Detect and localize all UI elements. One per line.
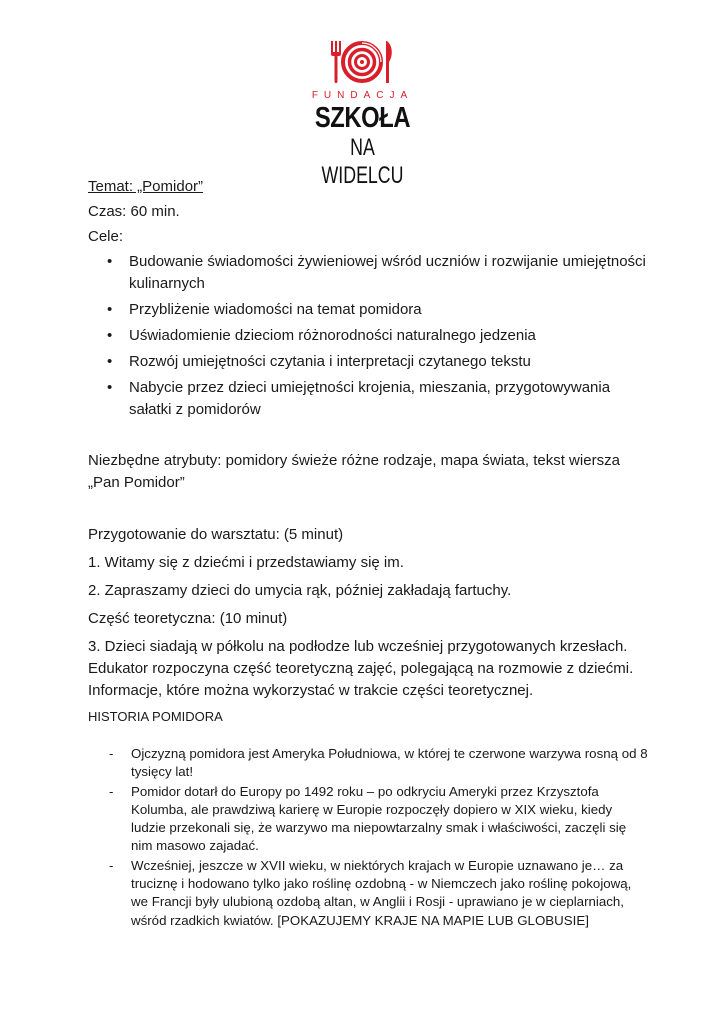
dash-icon: -: [109, 746, 114, 761]
preparation-step-2: 2. Zapraszamy dzieci do umycia rąk, później zakładają fartuchy.: [88, 582, 512, 599]
goal-item: [88, 377, 648, 421]
bullet-icon: •: [107, 253, 113, 270]
goal-item: [88, 299, 648, 321]
logo-szkola-text: SZKOŁA: [314, 102, 411, 134]
bullet-icon: •: [107, 327, 113, 344]
goal-text: Rozwój umiejętności czytania i interpretacji czytanego tekstu: [129, 353, 531, 370]
history-title: HISTORIA POMIDORA: [88, 709, 223, 724]
bullet-icon: •: [107, 301, 113, 318]
theory-step-3: 3. Dzieci siadają w półkolu na podłodze lub wcześniej przygotowanych krzesłach. Edukator rozpoczyna część teoretyczną zajęć, polegającą na rozmowie z dziećmi. Informacje, które można wykorzystać w trakcie części teoretycznej.: [88, 638, 634, 699]
logo-fundacja-text: FUNDACJA: [311, 90, 414, 101]
history-item: [88, 857, 648, 930]
goals-list: [88, 251, 648, 421]
goals-label: Cele:: [88, 228, 124, 245]
logo-na-widelcu-text: NA WIDELCU: [321, 134, 404, 189]
dash-icon: -: [109, 783, 114, 799]
goal-item: [88, 325, 648, 347]
goal-text: Uświadomienie dzieciom różnorodności naturalnego jedzenia: [129, 327, 536, 344]
preparation-step-1: 1. Witamy się z dziećmi i przedstawiamy się im.: [88, 554, 404, 571]
theory-heading: Część teoretyczna: (10 minut): [88, 610, 288, 627]
lesson-topic: Temat: „Pomidor”: [88, 178, 204, 195]
goal-item: [88, 351, 648, 373]
preparation-heading: Przygotowanie do warsztatu: (5 minut): [88, 526, 344, 543]
lesson-plan-body: [88, 176, 648, 931]
bullet-icon: •: [107, 379, 113, 396]
history-item: [88, 783, 648, 856]
lesson-time: Czas: 60 min.: [88, 203, 180, 220]
history-text: Wcześniej, jeszcze w XVII wieku, w niektórych krajach w Europie uznawano je… za truciznę i hodowano tylko jako roślinę ozdobną - w Niemczech jako roślinę pokojową, we Francji były ulubioną ozdobą altan, w Anglii i Rosji - uprawiano je w cieplarniach, wśród rzadkich kwiatów. [POKAZUJEMY KRAJE NA MAPIE LUB GLOBUSIE]: [131, 857, 632, 928]
bullet-icon: •: [107, 353, 113, 370]
goal-text: Budowanie świadomości żywieniowej wśród uczniów i rozwijanie umiejętności kulinarnych: [129, 253, 646, 292]
goal-text: Przybliżenie wiadomości na temat pomidora: [129, 301, 422, 318]
history-item: [88, 745, 648, 782]
dash-icon: -: [109, 857, 114, 873]
fork-plate-knife-logo-icon: [327, 38, 397, 88]
history-text: Pomidor dotarł do Europy po 1492 roku – po odkryciu Ameryki przez Krzysztofa Kolumba, ale prawdziwą karierę w Europie rozpoczęły dopiero w XIX wieku, kiedy ludzie przekonali się, że warzywo ma niepowtarzalny smak i właściwości, zaczęli się nim masowo zajadać.: [131, 783, 627, 854]
history-list: [88, 745, 648, 930]
history-text: Ojczyzną pomidora jest Ameryka Południowa, w której te czerwone warzywa rosną od 8 tysięcy lat!: [131, 746, 648, 780]
required-attributes: Niezbędne atrybuty: pomidory świeże różne rodzaje, mapa świata, tekst wiersza „Pan Pomidor”: [88, 452, 620, 491]
goal-item: [88, 251, 648, 295]
foundation-logo: [300, 38, 425, 189]
goal-text: Nabycie przez dzieci umiejętności krojenia, mieszania, przygotowywania sałatki z pomidorów: [129, 379, 611, 418]
